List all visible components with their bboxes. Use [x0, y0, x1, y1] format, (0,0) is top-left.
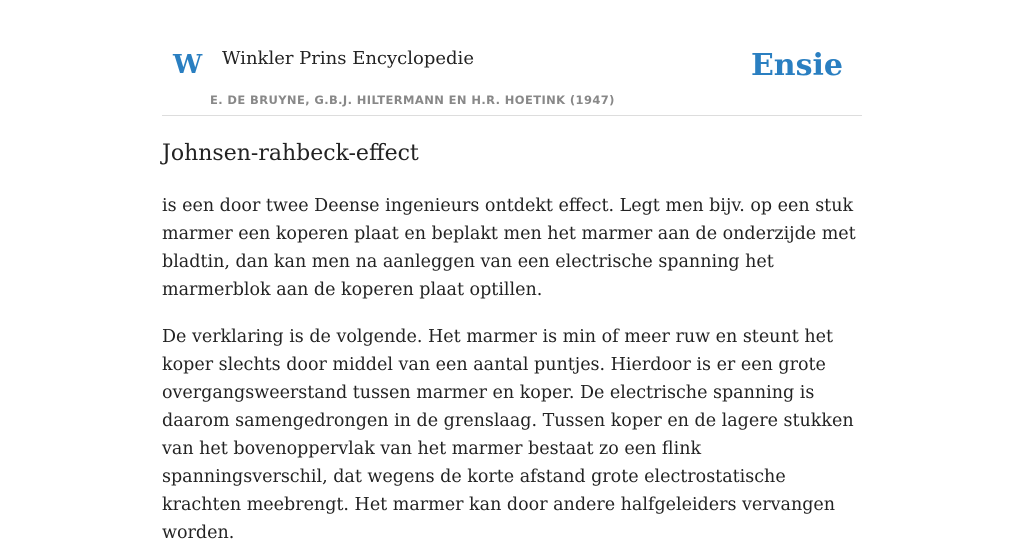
ensie-logo[interactable]: Ensie: [750, 48, 843, 83]
winkler-prins-logo[interactable]: W: [173, 50, 203, 80]
site-title[interactable]: Winkler Prins Encyclopedie: [222, 48, 474, 69]
article-content: [162, 137, 862, 547]
article-title: Johnsen-rahbeck-effect: [162, 141, 419, 166]
article-paragraph: De verklaring is de volgende. Het marmer is min of meer ruw en steunt het koper slechts door middel van een aantal puntjes. Hierdoor is er een grote overgangsweerstand tussen marmer en koper. De electrische spanning is daarom samengedrongen in de grenslaag. Tussen koper en de lagere stukken van het bovenoppervlak van het marmer bestaat zo een flink spanningsverschil, dat wegens de korte afstand grote electrostatische krachten meebrengt. Het marmer kan door andere halfgeleiders vervangen worden.: [162, 327, 854, 543]
authors-credit: E. DE BRUYNE, G.B.J. HILTERMANN EN H.R. HOETINK (1947): [210, 93, 615, 107]
site-header: [162, 40, 862, 116]
article-paragraph: is een door twee Deense ingenieurs ontdekt effect. Legt men bijv. op een stuk marmer een koperen plaat en beplakt men het marmer aan de onderzijde met bladtin, dan kan men na aanleggen van een electrische spanning het marmerblok aan de koperen plaat optillen.: [162, 196, 856, 300]
